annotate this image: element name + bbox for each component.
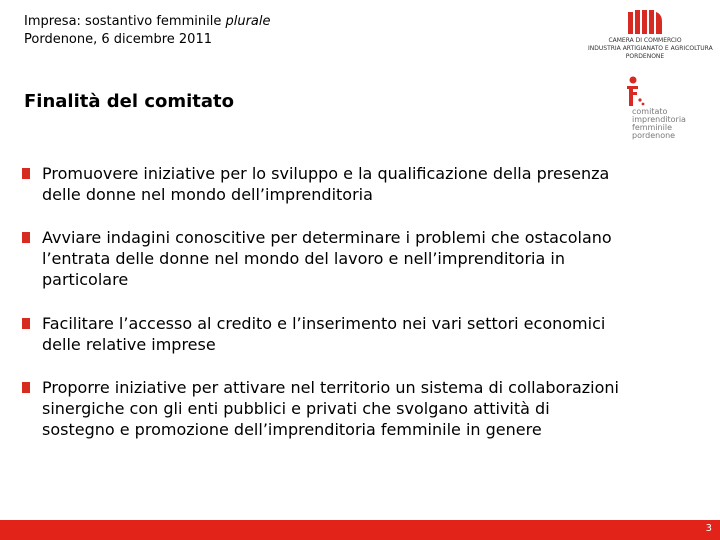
chamber-logo-line-1: CAMERA DI COMMERCIO: [608, 37, 682, 44]
bullet-square-icon: [22, 382, 30, 393]
bullet-text: Proporre iniziative per attivare nel territorio un sistema di collaborazioni sinergiche con gli enti pubblici e privati che svolgano attività di sostegno e promozione dell’imprenditoria femminile in genere: [42, 378, 619, 439]
committee-logo: [622, 76, 702, 142]
footer-bar: [0, 520, 720, 540]
chamber-logo-line-3: PORDENONE: [625, 53, 665, 60]
committee-logo-line-3: femminile: [632, 123, 672, 132]
bullet-square-icon: [22, 318, 30, 329]
committee-logo-icon: [624, 76, 648, 110]
header-italic-word: plurale: [225, 14, 271, 29]
bullet-square-icon: [22, 168, 30, 179]
bullet-text: Promuovere iniziative per lo sviluppo e la qualificazione della presenza delle donne nel mondo dell’imprenditoria: [42, 164, 610, 204]
bullet-square-icon: [22, 232, 30, 243]
committee-logo-line-2: imprenditoria: [632, 115, 686, 124]
page-title: Finalità del comitato: [24, 91, 234, 112]
page-number: 3: [705, 523, 712, 534]
header-prefix: Impresa: sostantivo femminile: [24, 14, 226, 29]
committee-logo-line-1: comitato: [632, 107, 668, 116]
chamber-logo-line-2: INDUSTRIA ARTIGIANATO E AGRICOLTURA: [588, 45, 713, 52]
slide-header: [24, 13, 271, 49]
committee-logo-line-4: pordenone: [632, 131, 676, 140]
bullet-text: Avviare indagini conoscitive per determinare i problemi che ostacolano l’entrata delle donne nel mondo del lavoro e nell’imprenditoria in particolare: [42, 228, 612, 289]
header-line-1: [24, 13, 271, 31]
header-line-2: Pordenone, 6 dicembre 2011: [24, 32, 212, 47]
bullet-text: Facilitare l’accesso al credito e l’inserimento nei vari settori economici delle relative imprese: [42, 314, 606, 354]
chamber-logo-icon: [628, 10, 662, 34]
chamber-of-commerce-logo: [588, 10, 713, 66]
